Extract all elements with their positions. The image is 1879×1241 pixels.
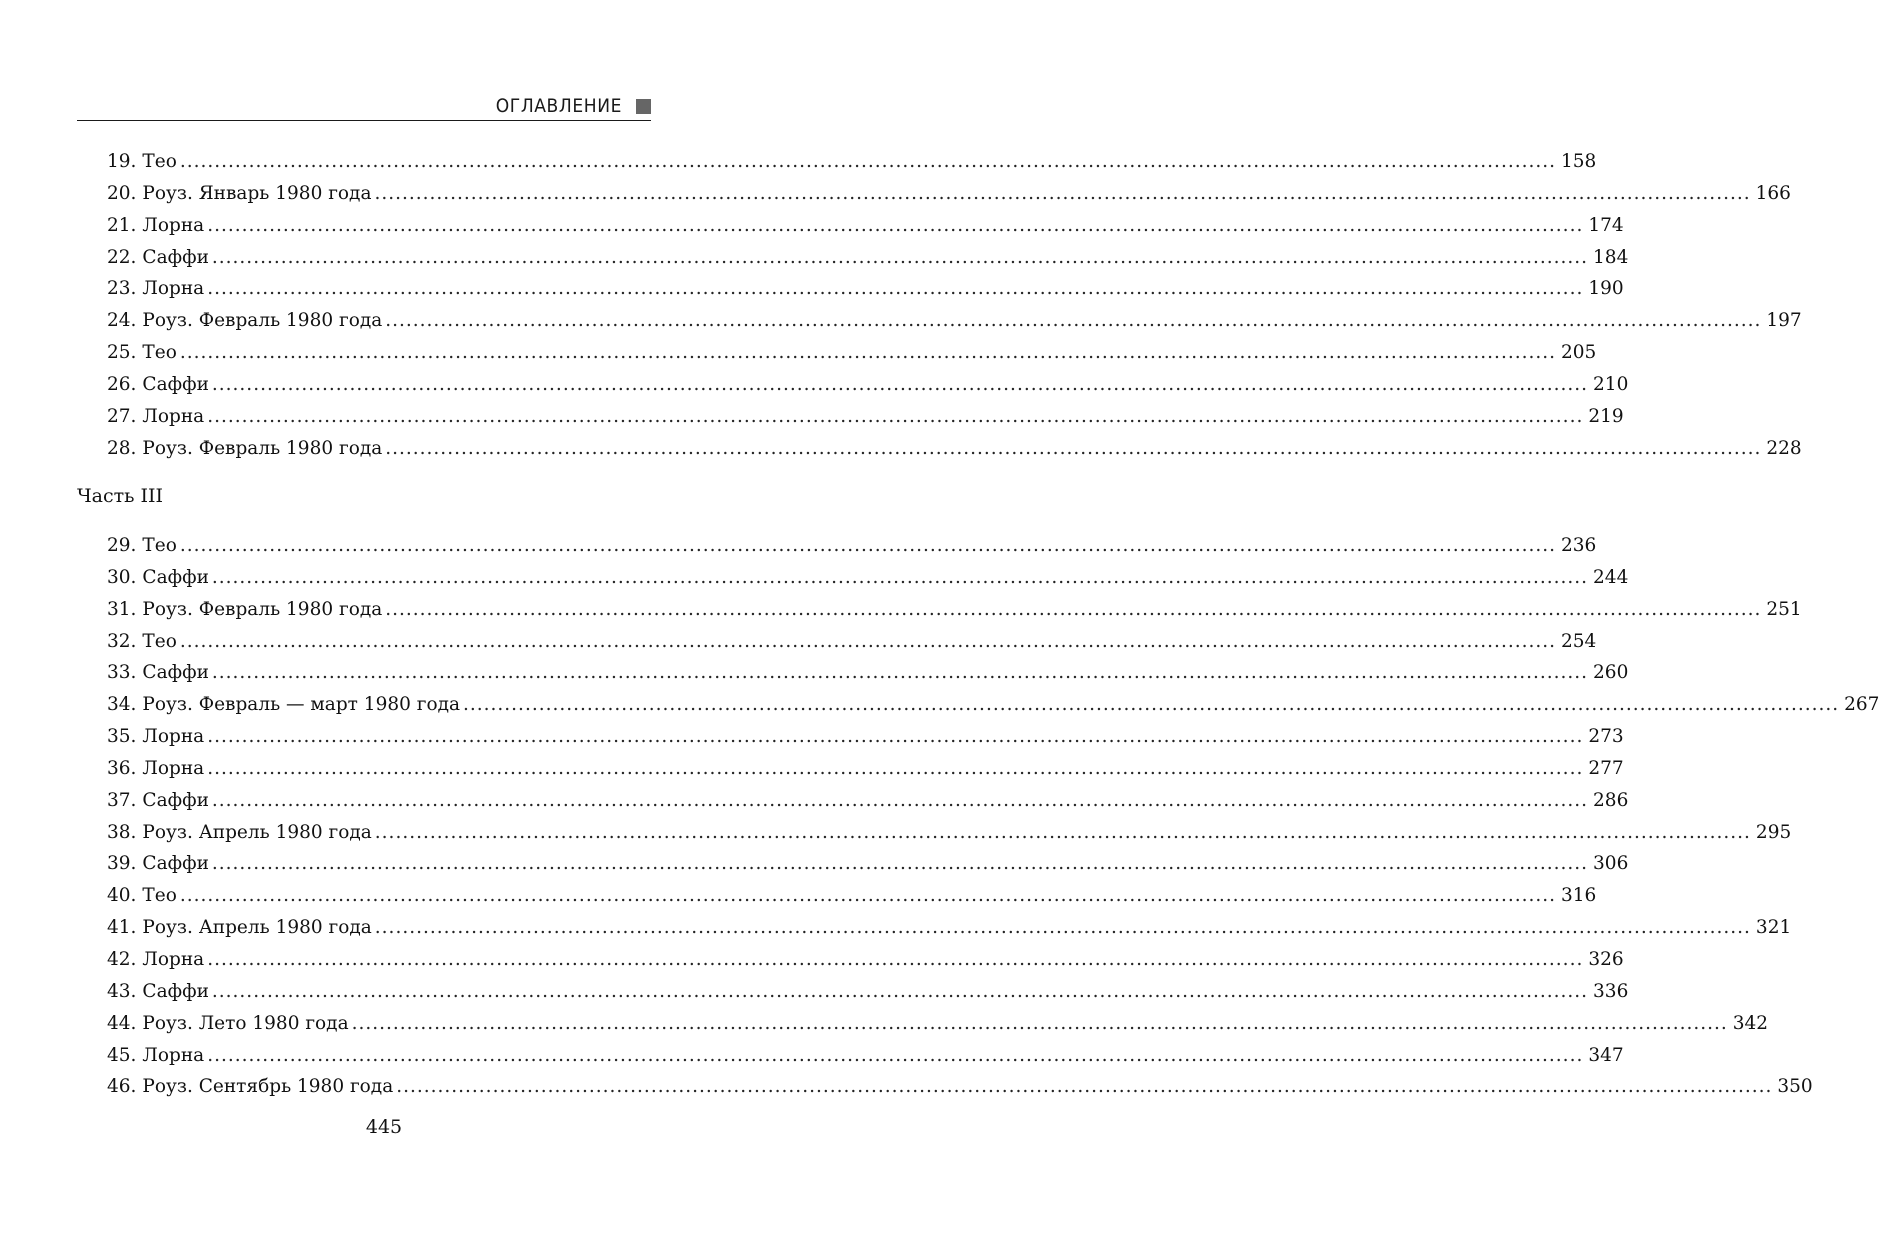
page-number: 445 bbox=[365, 1116, 403, 1138]
toc-entry bbox=[107, 976, 1629, 1008]
entry-title: Лорна bbox=[142, 726, 205, 748]
entry-number: 35. bbox=[107, 726, 137, 748]
dot-leader: ........................................................................................................................................................................................................ bbox=[207, 726, 1584, 748]
entry-page: 219 bbox=[1588, 405, 1624, 427]
entry-title: Роуз. Февраль 1980 года bbox=[142, 437, 383, 459]
toc-entry bbox=[107, 337, 1597, 369]
entry-page: 347 bbox=[1588, 1044, 1624, 1066]
entry-number: 37. bbox=[107, 789, 137, 811]
part-heading: Часть III bbox=[77, 485, 164, 507]
entry-number: 42. bbox=[107, 948, 137, 970]
entry-title: Роуз. Сентябрь 1980 года bbox=[142, 1076, 394, 1098]
dot-leader: ........................................................................................................................................................................................................ bbox=[211, 789, 1589, 811]
entry-number: 20. bbox=[107, 182, 137, 204]
entry-page: 316 bbox=[1560, 885, 1597, 907]
entry-title: Тео bbox=[142, 342, 177, 364]
running-title: ОГЛАВЛЕНИЕ bbox=[495, 94, 622, 117]
entry-number: 44. bbox=[107, 1012, 137, 1034]
entry-title: Саффи bbox=[142, 566, 209, 588]
toc-entry bbox=[107, 1040, 1624, 1072]
toc-entry bbox=[107, 369, 1629, 401]
entry-number: 40. bbox=[107, 885, 137, 907]
entry-title: Лорна bbox=[142, 405, 205, 427]
entry-title: Саффи bbox=[142, 373, 209, 395]
dot-leader: ........................................................................................................................................................................................................ bbox=[207, 948, 1584, 970]
toc-entry bbox=[107, 433, 1802, 465]
entry-number: 41. bbox=[107, 917, 137, 939]
toc-entry bbox=[107, 880, 1597, 912]
toc-entry bbox=[107, 146, 1597, 178]
entry-page: 260 bbox=[1593, 662, 1629, 684]
entry-page: 326 bbox=[1588, 948, 1624, 970]
entry-page: 205 bbox=[1560, 342, 1597, 364]
toc-entry bbox=[107, 1008, 1769, 1040]
dot-leader: ........................................................................................................................................................................................................ bbox=[207, 757, 1584, 779]
dot-leader: ........................................................................................................................................................................................................ bbox=[179, 151, 1556, 172]
dot-leader: ........................................................................................................................................................................................................ bbox=[385, 310, 1762, 332]
dot-leader: ........................................................................................................................................................................................................ bbox=[211, 373, 1589, 395]
entry-number: 32. bbox=[107, 630, 137, 652]
dot-leader: ........................................................................................................................................................................................................ bbox=[179, 630, 1556, 652]
entry-title: Роуз. Январь 1980 года bbox=[142, 182, 372, 204]
entry-number: 31. bbox=[107, 598, 137, 620]
entry-number: 26. bbox=[107, 373, 137, 395]
dot-leader: ........................................................................................................................................................................................................ bbox=[374, 821, 1751, 843]
toc-entry bbox=[107, 944, 1624, 976]
toc-list-part-2 bbox=[107, 146, 1802, 464]
entry-page: 295 bbox=[1755, 821, 1792, 843]
entry-title: Саффи bbox=[142, 853, 209, 875]
entry-page: 254 bbox=[1560, 630, 1597, 652]
dot-leader: ........................................................................................................................................................................................................ bbox=[211, 566, 1589, 588]
dot-leader: ........................................................................................................................................................................................................ bbox=[351, 1012, 1728, 1034]
square-bullet-icon bbox=[636, 99, 651, 114]
entry-number: 29. bbox=[107, 535, 137, 556]
entry-number: 46. bbox=[107, 1076, 137, 1098]
toc-entry bbox=[107, 721, 1624, 753]
entry-number: 43. bbox=[107, 980, 137, 1002]
dot-leader: ........................................................................................................................................................................................................ bbox=[179, 535, 1556, 556]
entry-number: 27. bbox=[107, 405, 137, 427]
entry-title: Лорна bbox=[142, 278, 205, 300]
entry-number: 21. bbox=[107, 214, 137, 236]
entry-number: 45. bbox=[107, 1044, 137, 1066]
toc-entry bbox=[107, 273, 1624, 305]
toc-entry bbox=[107, 594, 1802, 626]
entry-title: Саффи bbox=[142, 662, 209, 684]
dot-leader: ........................................................................................................................................................................................................ bbox=[385, 437, 1762, 459]
entry-number: 33. bbox=[107, 662, 137, 684]
entry-page: 342 bbox=[1732, 1012, 1769, 1034]
toc-entry bbox=[107, 848, 1629, 880]
toc-list-part-3 bbox=[107, 530, 1879, 1103]
dot-leader: ........................................................................................................................................................................................................ bbox=[396, 1076, 1773, 1098]
toc-entry bbox=[107, 689, 1879, 721]
running-head bbox=[77, 92, 651, 121]
toc-entry bbox=[107, 817, 1792, 849]
entry-page: 273 bbox=[1588, 726, 1624, 748]
toc-entry bbox=[107, 242, 1629, 274]
entry-title: Тео bbox=[142, 885, 177, 907]
dot-leader: ........................................................................................................................................................................................................ bbox=[385, 598, 1762, 620]
entry-title: Тео bbox=[142, 535, 177, 556]
toc-entry bbox=[107, 305, 1802, 337]
entry-page: 210 bbox=[1593, 373, 1629, 395]
entry-title: Роуз. Февраль 1980 года bbox=[142, 310, 383, 332]
entry-number: 19. bbox=[107, 151, 137, 172]
entry-number: 30. bbox=[107, 566, 137, 588]
entry-title: Роуз. Февраль — март 1980 года bbox=[142, 694, 461, 716]
entry-page: 277 bbox=[1588, 757, 1624, 779]
entry-page: 251 bbox=[1766, 598, 1802, 620]
dot-leader: ........................................................................................................................................................................................................ bbox=[211, 980, 1589, 1002]
entry-title: Лорна bbox=[142, 1044, 205, 1066]
toc-entry bbox=[107, 530, 1597, 562]
entry-title: Роуз. Лето 1980 года bbox=[142, 1012, 349, 1034]
entry-number: 36. bbox=[107, 757, 137, 779]
entry-title: Лорна bbox=[142, 948, 205, 970]
dot-leader: ........................................................................................................................................................................................................ bbox=[179, 885, 1556, 907]
toc-entry bbox=[107, 912, 1792, 944]
toc-entry bbox=[107, 626, 1597, 658]
entry-number: 34. bbox=[107, 694, 137, 716]
entry-title: Роуз. Февраль 1980 года bbox=[142, 598, 383, 620]
entry-title: Саффи bbox=[142, 246, 209, 268]
entry-page: 321 bbox=[1755, 917, 1792, 939]
entry-number: 23. bbox=[107, 278, 137, 300]
entry-number: 25. bbox=[107, 342, 137, 364]
toc-entry bbox=[107, 657, 1629, 689]
dot-leader: ........................................................................................................................................................................................................ bbox=[207, 214, 1584, 236]
entry-number: 38. bbox=[107, 821, 137, 843]
entry-page: 244 bbox=[1593, 566, 1629, 588]
entry-title: Роуз. Апрель 1980 года bbox=[142, 821, 372, 843]
dot-leader: ........................................................................................................................................................................................................ bbox=[211, 246, 1589, 268]
entry-number: 24. bbox=[107, 310, 137, 332]
entry-page: 166 bbox=[1755, 182, 1791, 204]
entry-title: Лорна bbox=[142, 214, 205, 236]
entry-title: Саффи bbox=[142, 789, 209, 811]
entry-page: 336 bbox=[1593, 980, 1629, 1002]
entry-title: Тео bbox=[142, 630, 177, 652]
dot-leader: ........................................................................................................................................................................................................ bbox=[463, 694, 1840, 716]
toc-entry bbox=[107, 401, 1624, 433]
entry-number: 22. bbox=[107, 246, 137, 268]
toc-entry bbox=[107, 753, 1624, 785]
entry-page: 286 bbox=[1593, 789, 1629, 811]
entry-page: 174 bbox=[1588, 214, 1624, 236]
entry-title: Роуз. Апрель 1980 года bbox=[142, 917, 372, 939]
dot-leader: ........................................................................................................................................................................................................ bbox=[374, 917, 1751, 939]
entry-number: 39. bbox=[107, 853, 137, 875]
dot-leader: ........................................................................................................................................................................................................ bbox=[211, 662, 1589, 684]
entry-title: Саффи bbox=[142, 980, 209, 1002]
entry-page: 228 bbox=[1766, 437, 1802, 459]
entry-page: 158 bbox=[1560, 151, 1597, 172]
entry-page: 190 bbox=[1588, 278, 1624, 300]
entry-number: 28. bbox=[107, 437, 137, 459]
entry-page: 236 bbox=[1560, 535, 1597, 556]
entry-page: 184 bbox=[1593, 246, 1629, 268]
toc-entry bbox=[107, 178, 1791, 210]
entry-page: 306 bbox=[1593, 853, 1629, 875]
dot-leader: ........................................................................................................................................................................................................ bbox=[179, 342, 1556, 364]
toc-entry bbox=[107, 785, 1629, 817]
entry-title: Лорна bbox=[142, 757, 205, 779]
toc-entry bbox=[107, 210, 1624, 242]
dot-leader: ........................................................................................................................................................................................................ bbox=[374, 182, 1751, 204]
entry-page: 350 bbox=[1777, 1076, 1813, 1098]
dot-leader: ........................................................................................................................................................................................................ bbox=[211, 853, 1589, 875]
toc-entry bbox=[107, 562, 1629, 594]
toc-entry bbox=[107, 1071, 1813, 1103]
entry-page: 267 bbox=[1844, 694, 1879, 716]
entry-page: 197 bbox=[1766, 310, 1802, 332]
entry-title: Тео bbox=[142, 151, 177, 172]
dot-leader: ........................................................................................................................................................................................................ bbox=[207, 1044, 1584, 1066]
dot-leader: ........................................................................................................................................................................................................ bbox=[207, 278, 1584, 300]
dot-leader: ........................................................................................................................................................................................................ bbox=[207, 405, 1584, 427]
